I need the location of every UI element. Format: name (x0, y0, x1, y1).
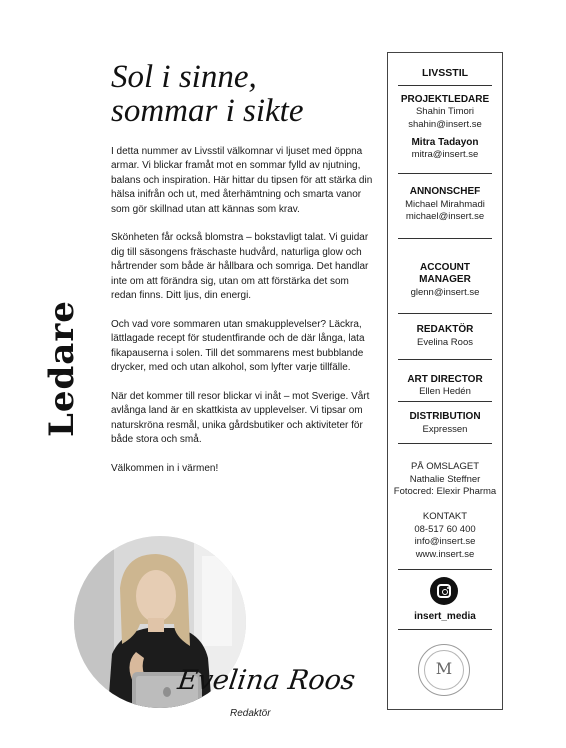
redaktor-name: Evelina Roos (417, 337, 473, 348)
paragraph: När det kommer till resor blickar vi inåt – mot Sverige. Vårt avlånga land är en skattkista av upplevelser. Vi tipsar om naturskröna resmål, unika gårdsbutiker och aktiviteter för både stora och små. (111, 390, 370, 446)
paragraph: I detta nummer av Livsstil välkomnar vi ljuset med öppna armar. Vi blickar framåt mot en sommar fylld av njutning, balans och inspiration. Här hittar du tipsen för att stärka din hälsa inifrån och ut, med återhämtning och smarta vanor som gör skillnad utan att kännas som krav. (111, 146, 373, 215)
divider (398, 313, 492, 314)
divider (398, 401, 492, 402)
paragraph: Välkommen in i värmen! (111, 462, 219, 474)
contact-website[interactable]: www.insert.se (415, 549, 475, 560)
instagram-lens (442, 589, 448, 595)
annonschef-email[interactable]: michael@insert.se (405, 211, 485, 222)
divider (398, 238, 492, 239)
instagram-icon[interactable] (430, 577, 458, 605)
masthead-box (387, 52, 503, 710)
instagram-camera-outline (437, 584, 451, 598)
projektledare-name: Shahin Timori (415, 106, 475, 117)
headline-line-1: Sol i sinne, (111, 59, 257, 95)
account-manager-label-2: MANAGER (419, 274, 471, 285)
paragraph: Och vad vore sommaren utan smakupplevelser? Läckra, lättlagade recept för studentfirande och de där långa, lata fikapauserna i solen. Till det sommarens mest bubblande drycker, med och utan alkohol, som lyfter varje tillfälle. (111, 318, 365, 374)
headline-line-2: sommar i sikte (111, 93, 304, 129)
divider (398, 629, 492, 630)
cover-label: PÅ OMSLAGET (410, 461, 480, 472)
distribution-label: DISTRIBUTION (409, 411, 481, 422)
divider (398, 173, 492, 174)
seal-monogram: M (435, 659, 453, 678)
article-body (111, 145, 373, 491)
divider (398, 443, 492, 444)
projektledare-email[interactable]: shahin@insert.se (408, 119, 482, 130)
editor-signature: Evelina Roos (175, 665, 358, 696)
divider (398, 359, 492, 360)
instagram-handle[interactable]: insert_media (414, 611, 476, 622)
masthead-magazine: LIVSSTIL (421, 67, 469, 79)
contact-email[interactable]: info@insert.se (414, 536, 476, 547)
contact-label: KONTAKT (422, 511, 468, 522)
account-manager-label-1: ACCOUNT (420, 262, 470, 273)
art-director-label: ART DIRECTOR (407, 374, 483, 385)
divider (398, 569, 492, 570)
redaktor-label: REDAKTÖR (416, 324, 474, 335)
distribution-name: Expressen (422, 424, 468, 435)
contact-phone[interactable]: 08-517 60 400 (414, 524, 476, 535)
art-director-name: Ellen Hedén (419, 386, 471, 397)
second-contact-name: Mitra Tadayon (411, 137, 479, 148)
headline (111, 60, 381, 128)
projektledare-label: PROJEKTLEDARE (400, 94, 490, 105)
paragraph: Skönheten får också blomstra – bokstavligt talat. Vi guidar dig till säsongens fräschaste hudvård, naturliga glow och hårtrender som både är hållbara och somriga. Det handlar inte om att förändra sig, utan om att förstärka det som redan finns. Ditt ljus, din energi. (111, 232, 369, 302)
account-manager-email[interactable]: glenn@insert.se (410, 287, 480, 298)
divider (398, 85, 492, 86)
signature-role: Redaktör (230, 708, 271, 719)
annonschef-label: ANNONSCHEF (409, 186, 481, 197)
second-contact-email[interactable]: mitra@insert.se (411, 149, 479, 160)
annonschef-name: Michael Mirahmadi (405, 199, 485, 210)
cover-photo-credit: Fotocred: Elexir Pharma (393, 486, 497, 497)
section-title: Ledare (42, 300, 82, 437)
insert-media-seal-logo (418, 644, 470, 696)
cover-name: Nathalie Steffner (409, 474, 481, 485)
instagram-dot (447, 587, 449, 589)
